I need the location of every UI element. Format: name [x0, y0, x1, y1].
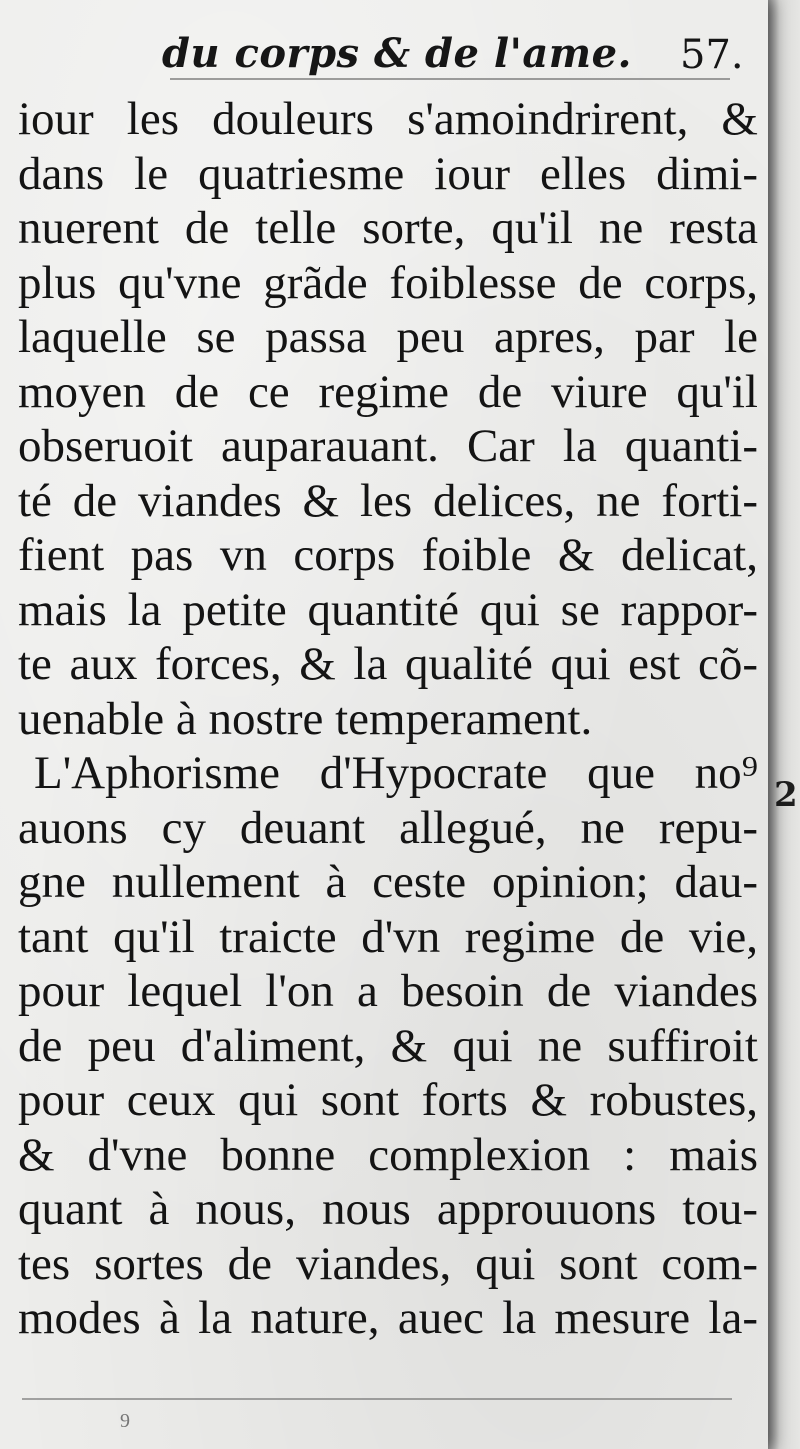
- text-line: pour ceux qui sont forts & robustes,: [18, 1074, 758, 1126]
- text-line: de peu d'aliment, & qui ne suffiroit: [18, 1019, 758, 1072]
- text-line: laquelle se passa peu apres, par le: [18, 311, 758, 363]
- text-line: mais la petite quantité qui se rappor-: [18, 583, 758, 636]
- header-rule: [170, 78, 730, 80]
- text-line: moyen de ce regime de viure qu'il: [18, 365, 758, 418]
- page-header: [0, 30, 768, 80]
- text-line: dans le quatriesme iour elles dimi-: [18, 147, 758, 200]
- text-line: modes à la nature, auec la mesure la-: [18, 1292, 758, 1344]
- text-line: auons cy deuant allegué, ne repu-: [18, 801, 758, 854]
- text-line: obseruoit auparauant. Car la quanti-: [18, 420, 758, 472]
- page-number: 57.: [680, 32, 744, 78]
- text-line: nuerent de telle sorte, qu'il ne resta: [18, 202, 758, 254]
- text-line: tes sortes de viandes, qui sont com-: [18, 1237, 758, 1290]
- text-line: quant à nous, nous approuuons tou-: [18, 1183, 758, 1235]
- paragraph-end-line: uenable à nostre temperament.: [18, 692, 593, 745]
- text-line: tant qu'il traicte d'vn regime de vie,: [18, 910, 758, 963]
- adjacent-page-mark: 2: [774, 775, 798, 815]
- text-line: fient pas vn corps foible & delicat,: [18, 529, 758, 581]
- footer-mark: 9: [120, 1410, 130, 1432]
- text-line: & d'vne bonne complexion : mais: [18, 1128, 758, 1181]
- adjacent-page-edge: [768, 0, 800, 1449]
- text-line: plus qu'vne grãde foiblesse de corps,: [18, 256, 758, 309]
- text-line: pour lequel l'on a besoin de viandes: [18, 965, 758, 1017]
- paragraph-start-line: L'Aphorisme d'Hypocrate que no⁹: [34, 747, 758, 799]
- footer-rule: [22, 1398, 732, 1400]
- text-line: gne nullement à ceste opinion; dau-: [18, 856, 758, 908]
- text-line: iour les douleurs s'amoindrirent, &: [18, 93, 758, 145]
- running-head: du corps & de l'ame.: [162, 30, 632, 77]
- text-line: té de viandes & les delices, ne forti-: [18, 474, 758, 527]
- text-line: te aux forces, & la qualité qui est cõ-: [18, 638, 758, 690]
- body-text: [18, 92, 758, 1346]
